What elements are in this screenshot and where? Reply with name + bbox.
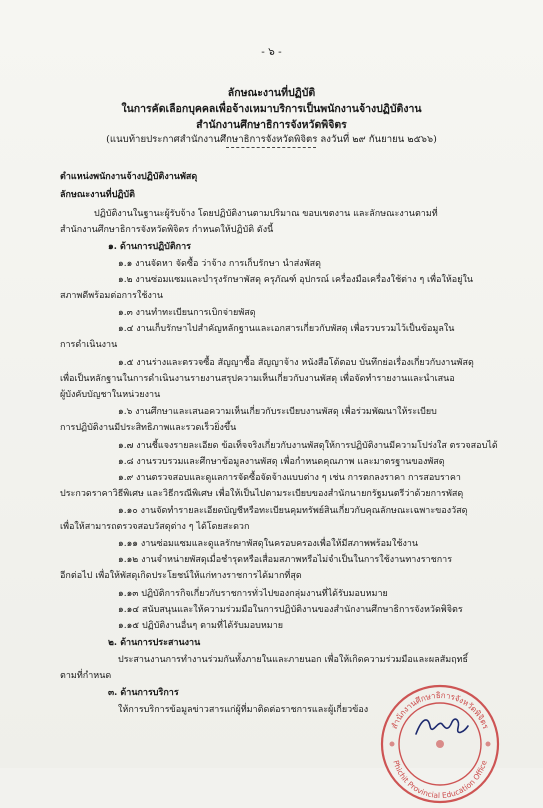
item-1-11: ๑.๑๑ งานซ่อมแซมและดูแลรักษาพัสดุในครอบครองเพื่อให้มีสภาพพร้อมใช้งาน — [118, 539, 419, 549]
section2-heading: ๒. ด้านการประสานงาน — [108, 638, 201, 648]
item-1-7: ๑.๗ งานชี้แจงรายละเอียด ข้อเท็จจริงเกี่ยวกับงานพัสดุให้การปฏิบัติงานมีความโปร่งใส ตรวจสอบได้ — [118, 441, 498, 451]
page-number: - ๖ - — [261, 46, 282, 58]
item-1-15: ๑.๑๕ ปฏิบัติงานอื่นๆ ตามที่ได้รับมอบหมาย — [118, 621, 284, 631]
section1-heading: ๑. ด้านการปฏิบัติการ — [108, 242, 192, 252]
item-1-6-line1: ๑.๖ งานศึกษาและเสนอความเห็นเกี่ยวกับระเบียบงานพัสดุ เพื่อร่วมพัฒนาให้ระเบียบ — [118, 407, 437, 417]
section3-heading: ๓. ด้านการบริการ — [108, 688, 179, 698]
item-1-12-line2: อีกต่อไป เพื่อให้พัสดุเกิดประโยชน์ให้แก่ทางราชการได้มากที่สุด — [60, 571, 302, 581]
heading-divider — [226, 147, 316, 148]
doc-heading-reference: (แนบท้ายประกาศสำนักงานศึกษาธิการจังหวัดพิจิตร ลงวันที่ ๒๙ กันยายน ๒๕๖๖) — [106, 134, 437, 145]
item-1-10-line2: เพื่อให้สามารถตรวจสอบวัสดุต่าง ๆ ได้โดยสะดวก — [60, 522, 250, 532]
item-1-5-line2: เพื่อเป็นหลักฐานในการดำเนินงานรายงานสรุปความเห็นเกี่ยวกับงานพัสดุ เพื่อจัดทำรายงานและนำเสนอ — [60, 374, 455, 384]
item-1-1: ๑.๑ งานจัดหา จัดซื้อ ว่าจ้าง การเก็บรักษา นำส่งพัสดุ — [118, 259, 321, 269]
intro-line-1: ปฏิบัติงานในฐานะผู้รับจ้าง โดยปฏิบัติงานตามปริมาณ ขอบเขตงาน และลักษณะงานตามที่ — [94, 209, 438, 219]
item-1-5-line1: ๑.๕ งานร่างและตรวจซื้อ สัญญาซื้อ สัญญาจ้าง หนังสือโต้ตอบ บันทึกย่อเรื่องเกี่ยวกับงานพัสดุ — [118, 358, 474, 368]
item-1-4-line1: ๑.๔ งานเก็บรักษาไปสำคัญหลักฐานและเอกสารเกี่ยวกับพัสดุ เพื่อรวบรวมไว้เป็นข้อมูลใน — [118, 324, 455, 334]
doc-heading-office: สำนักงานศึกษาธิการจังหวัดพิจิตร — [196, 119, 347, 131]
item-1-8: ๑.๘ งานรวบรวมและศึกษาข้อมูลงานพัสดุ เพื่อกำหนดคุณภาพ และมาตรฐานของพัสดุ — [118, 457, 445, 467]
position-title: ตำแหน่งพนักงานจ้างปฏิบัติงานพัสดุ — [60, 172, 198, 182]
intro-line-2: สำนักงานศึกษาธิการจังหวัดพิจิตร กำหนดให้ปฏิบัติ ดังนี้ — [60, 225, 274, 235]
item-1-14: ๑.๑๔ สนับสนุนและให้ความร่วมมือในการปฏิบัติงานของสำนักงานศึกษาธิการจังหวัดพิจิตร — [118, 605, 463, 615]
item-1-13: ๑.๑๓ ปฏิบัติการกิจเกี่ยวกับราชการทั่วไปของกลุ่มงานที่ได้รับมอบหมาย — [118, 589, 388, 599]
office-seal-stamp — [376, 680, 504, 808]
doc-heading-subject: ในการคัดเลือกบุคคลเพื่อจ้างเหมาบริการเป็นพนักงานจ้างปฏิบัติงาน — [121, 103, 422, 115]
section2-line1: ประสานงานการทำงานร่วมกันทั้งภายในและภายนอก เพื่อให้เกิดความร่วมมือและผลสัมฤทธิ์ — [118, 655, 469, 665]
item-1-9-line1: ๑.๙ งานตรวจสอบและดูแลการจัดซื้อจัดจ้างแบบต่าง ๆ เช่น การตกลงราคา การสอบราคา — [118, 473, 461, 483]
section2-line2: ตามที่กำหนด — [60, 671, 112, 681]
doc-heading-title: ลักษณะงานที่ปฏิบัติ — [227, 87, 316, 99]
item-1-4-line2: การดำเนินงาน — [60, 340, 118, 350]
item-1-3: ๑.๓ งานทำทะเบียนการเบิกจ่ายพัสดุ — [118, 308, 256, 318]
section3-line1: ให้การบริการข้อมูลข่าวสารแก่ผู้ที่มาติดต่อราชการและผู้เกี่ยวข้อง — [118, 705, 369, 715]
item-1-2-line2: สภาพดีพร้อมต่อการใช้งาน — [60, 291, 164, 301]
item-1-5-line3: ผู้บังคับบัญชาในหน่วยงาน — [60, 390, 161, 400]
item-1-12-line1: ๑.๑๒ งานจำหน่ายพัสดุเมื่อชำรุดหรือเสื่อมสภาพหรือไม่จำเป็นในการใช้งานทางราชการ — [118, 555, 453, 565]
item-1-2-line1: ๑.๒ งานซ่อมแซมและบำรุงรักษาพัสดุ ครุภัณฑ์ อุปกรณ์ เครื่องมือเครื่องใช้ต่าง ๆ เพื่อให้อยู่ใน — [118, 275, 473, 285]
item-1-6-line2: การปฏิบัติงานมีประสิทธิภาพและรวดเร็วยิ่งขึ้น — [60, 423, 237, 433]
seal-english-text: Phichit Provincial Education Office — [391, 759, 489, 801]
item-1-9-line2: ประกวดราคาวิธีพิเศษ และวิธีกรณีพิเศษ เพื่อให้เป็นไปตามระเบียบของสำนักนายกรัฐมนตรีว่าด้วยการพัสดุ — [60, 489, 464, 499]
signature — [412, 712, 470, 742]
item-1-10-line1: ๑.๑๐ งานจัดทำรายละเอียดบัญชีหรือทะเบียนคุมทรัพย์สินเกี่ยวกับคุณลักษณะเฉพาะของวัสดุ — [118, 506, 468, 516]
nature-heading: ลักษณะงานที่ปฏิบัติ — [60, 190, 135, 200]
seal-thai-text: สำนักงานศึกษาธิการจังหวัดพิจิตร — [389, 690, 491, 731]
svg-text:Phichit Provincial Education O — [391, 759, 488, 800]
